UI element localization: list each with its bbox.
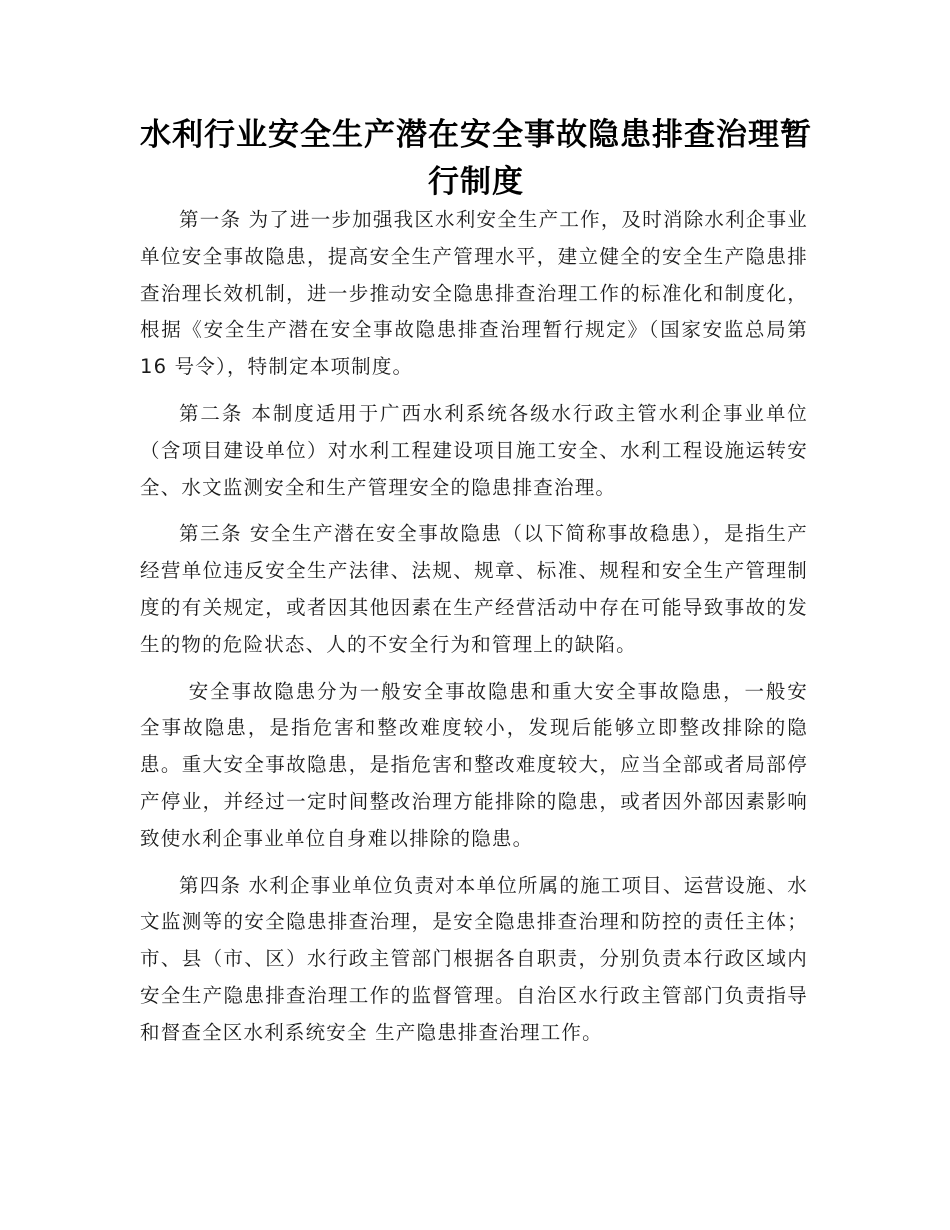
document-title: 水利行业安全生产潜在安全事故隐患排查治理暂行制度 (140, 117, 812, 200)
document-body (140, 202, 808, 1062)
hazard-classification-paragraph: 安全事故隐患分为一般安全事故隐患和重大安全事故隐患，一般安全事故隐患，是指危害和整改难度较小，发现后能够立即整改排除的隐患。重大安全事故隐患，是指危害和整改难度较大，应当全部或者局部停产停业，并经过一定时间整改治理方能排除的隐患，或者因外部因素影响致使水利企事业单位自身难以排除的隐患。 (140, 679, 808, 850)
article-1-paragraph: 第一条 为了进一步加强我区水利安全生产工作，及时消除水利企事业单位安全事故隐患，提高安全生产管理水平，建立健全的安全生产隐患排查治理长效机制，进一步推动安全隐患排查治理工作的标准化和制度化，根据《安全生产潜在安全事故隐患排查治理暂行规定》（国家安监总局第 16 号令），特制定本项制度。 (140, 208, 808, 379)
article-4-paragraph: 第四条 水利企事业单位负责对本单位所属的施工项目、运营设施、水文监测等的安全隐患排查治理，是安全隐患排查治理和防控的责任主体；市、县（市、区）水行政主管部门根据各自职责，分别负责本行政区域内安全生产隐患排查治理工作的监督管理。自治区水行政主管部门负责指导和督查全区水利系统安全 生产隐患排查治理工作。 (140, 873, 808, 1044)
article-3-paragraph: 第三条 安全生产潜在安全事故隐患（以下简称事故稳患），是指生产经营单位违反安全生产法律、法规、规章、标准、规程和安全生产管理制度的有关规定，或者因其他因素在生产经营活动中存在可能导致事故的发生的物的危险状态、人的不安全行为和管理上的缺陷。 (140, 522, 808, 656)
article-2-paragraph: 第二条 本制度适用于广西水利系统各级水行政主管水利企事业单位（含项目建设单位）对水利工程建设项目施工安全、水利工程设施运转安全、水文监测安全和生产管理安全的隐患排查治理。 (140, 401, 808, 499)
